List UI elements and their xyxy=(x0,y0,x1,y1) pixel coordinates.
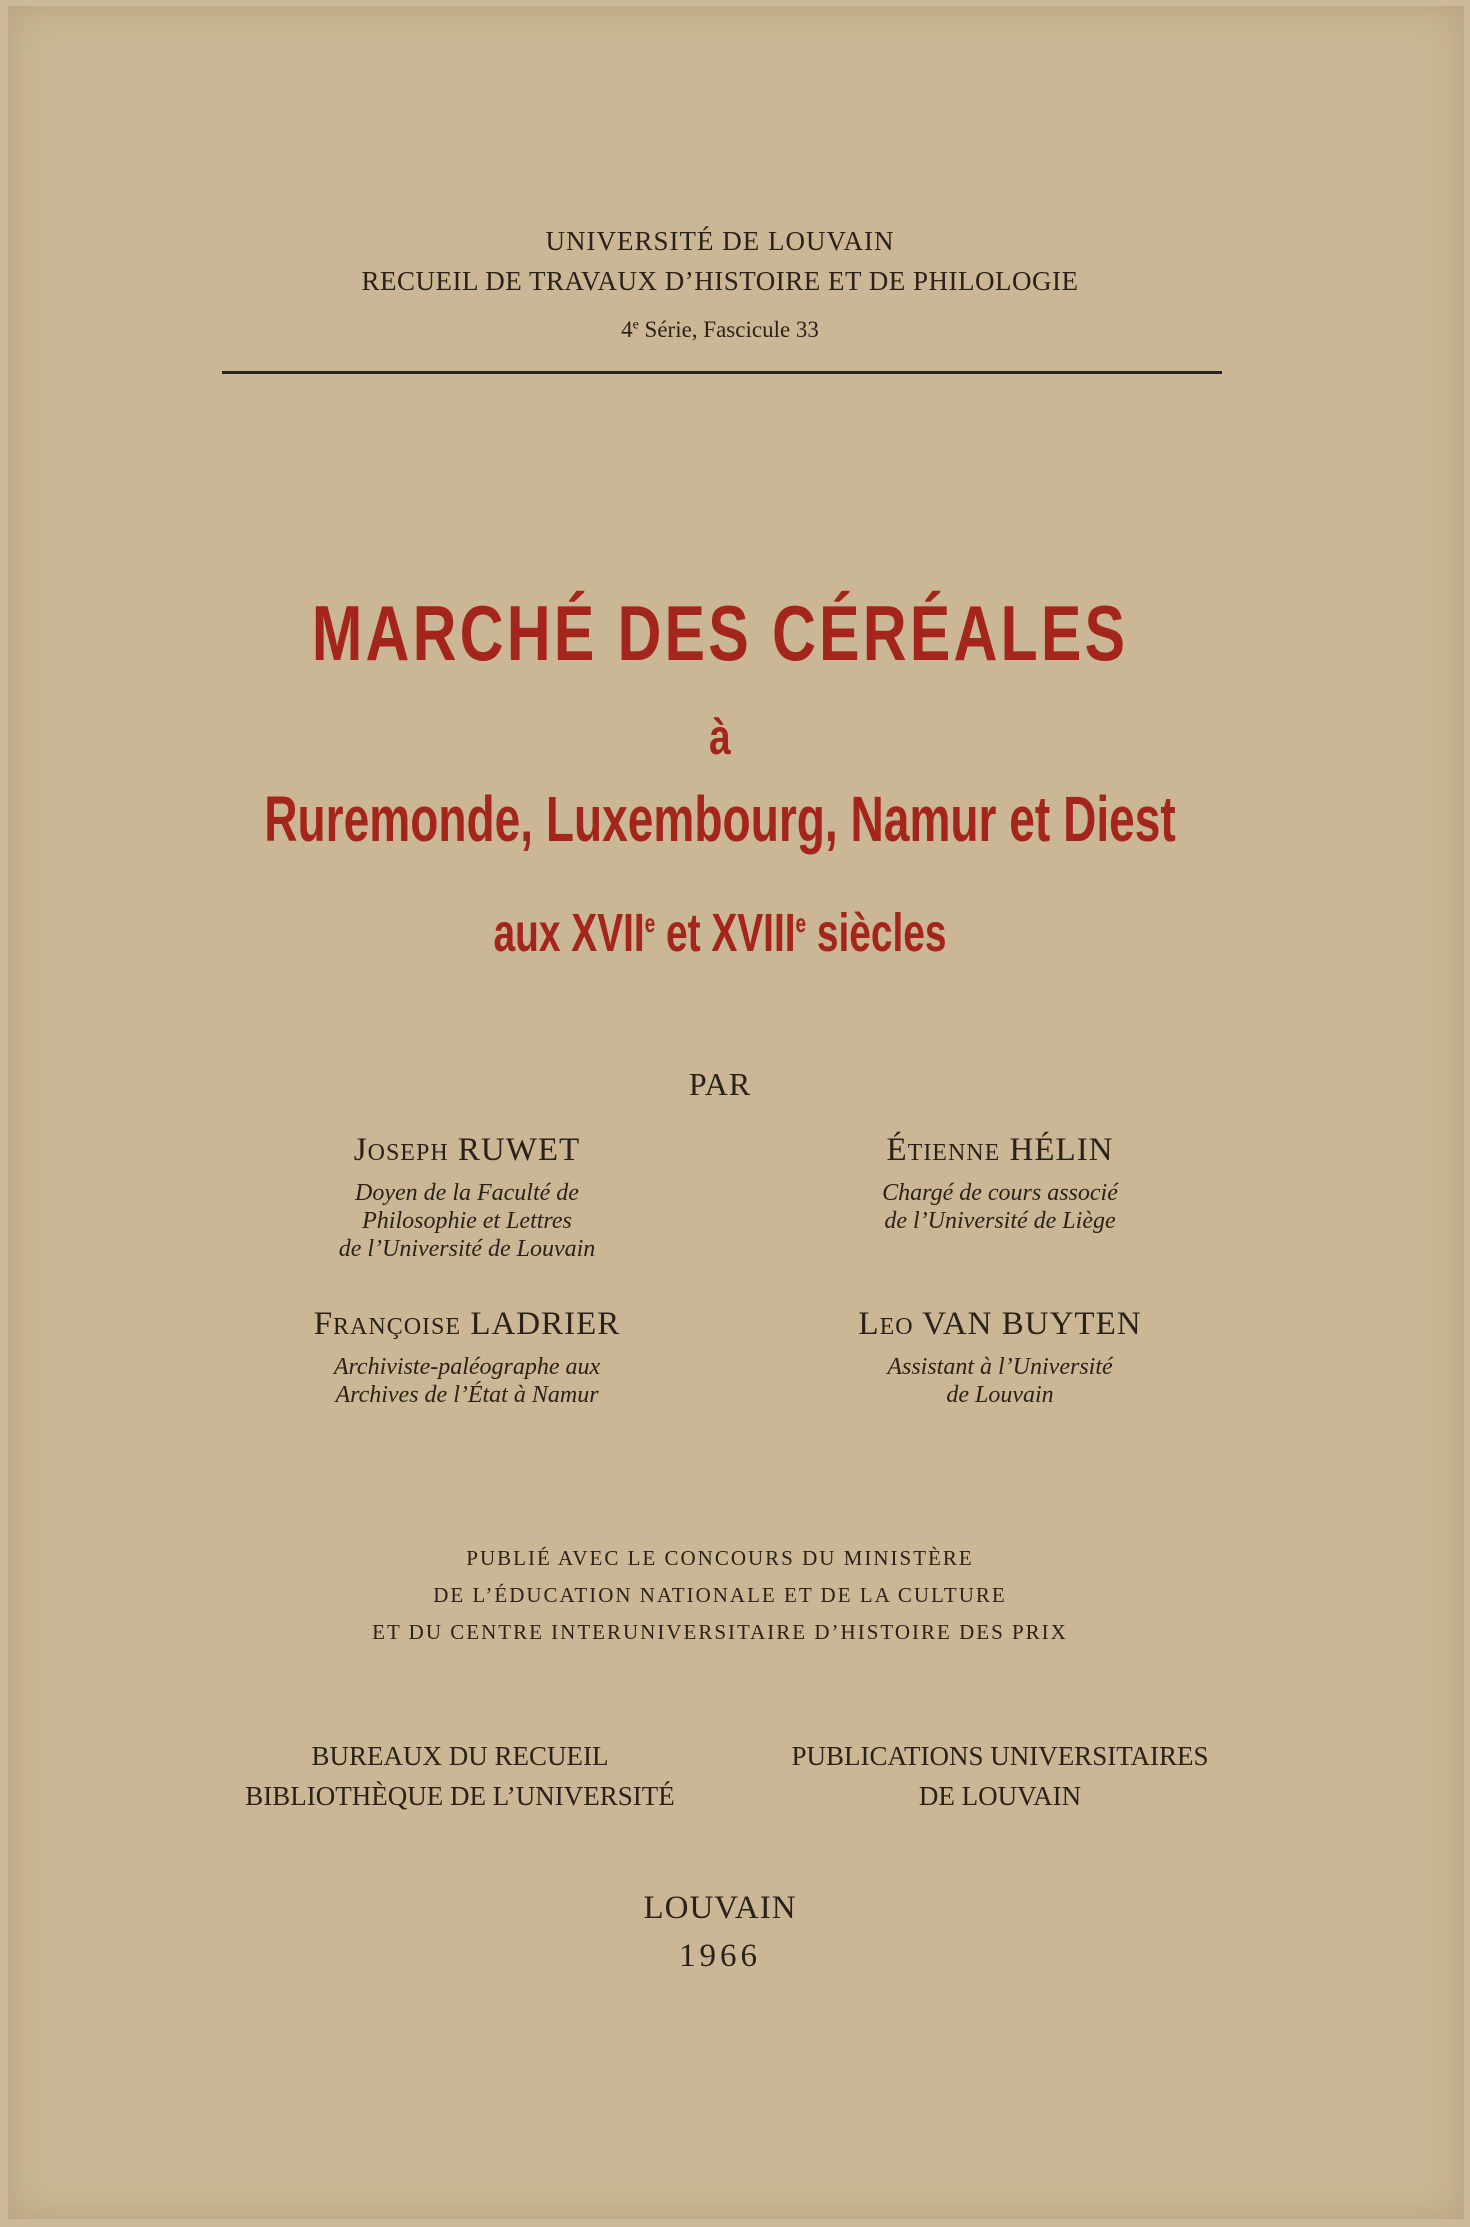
author-block xyxy=(790,1306,1210,1409)
author-block xyxy=(257,1132,677,1263)
title-centuries: aux XVIIe et XVIIIe siècles xyxy=(493,903,947,963)
author-role: Assistant à l’Université de Louvain xyxy=(887,1354,1113,1408)
main-title: MARCHÉ DES CÉRÉALES xyxy=(311,589,1129,677)
publisher-right: PUBLICATIONS UNIVERSITAIRES DE LOUVAIN xyxy=(791,1741,1209,1811)
author-role: Doyen de la Faculté de Philosophie et Lettres de l’Université de Louvain xyxy=(338,1180,596,1262)
author-role: Chargé de cours associé de l’Université de Liège xyxy=(882,1180,1118,1234)
author-name: FRANÇOISE LADRIER xyxy=(313,1306,621,1342)
university-name: UNIVERSITÉ DE LOUVAIN xyxy=(545,226,895,256)
author-name: LEO VAN BUYTEN xyxy=(858,1306,1142,1342)
title-preposition: à xyxy=(709,709,731,765)
imprint-place: LOUVAIN xyxy=(643,1890,797,1926)
title-places: Ruremonde, Luxembourg, Namur et Diest xyxy=(264,783,1176,855)
author-name: ÉTIENNE HÉLIN xyxy=(886,1132,1114,1168)
author-block xyxy=(257,1306,677,1409)
by-label: PAR xyxy=(688,1066,752,1102)
horizontal-rule xyxy=(222,371,1222,374)
publication-note: PUBLIÉ AVEC LE CONCOURS DU MINISTÈRE DE L’ÉDUCATION NATIONALE ET DE LA CULTURE ET DU CENTRE INTERUNIVERSITAIRE D’HISTOIRE DES PRIX xyxy=(372,1546,1068,1644)
collection-name: RECUEIL DE TRAVAUX D’HISTOIRE ET DE PHILOLOGIE xyxy=(361,266,1079,296)
publisher-left: BUREAUX DU RECUEIL BIBLIOTHÈQUE DE L’UNIVERSITÉ xyxy=(245,1741,675,1811)
author-name: JOSEPH RUWET xyxy=(353,1132,581,1168)
author-block xyxy=(790,1132,1210,1235)
imprint-year: 1966 xyxy=(679,1938,761,1974)
author-role: Archiviste-paléographe aux Archives de l’État à Namur xyxy=(333,1354,601,1408)
series-fascicule: 4e Série, Fascicule 33 xyxy=(621,317,819,342)
